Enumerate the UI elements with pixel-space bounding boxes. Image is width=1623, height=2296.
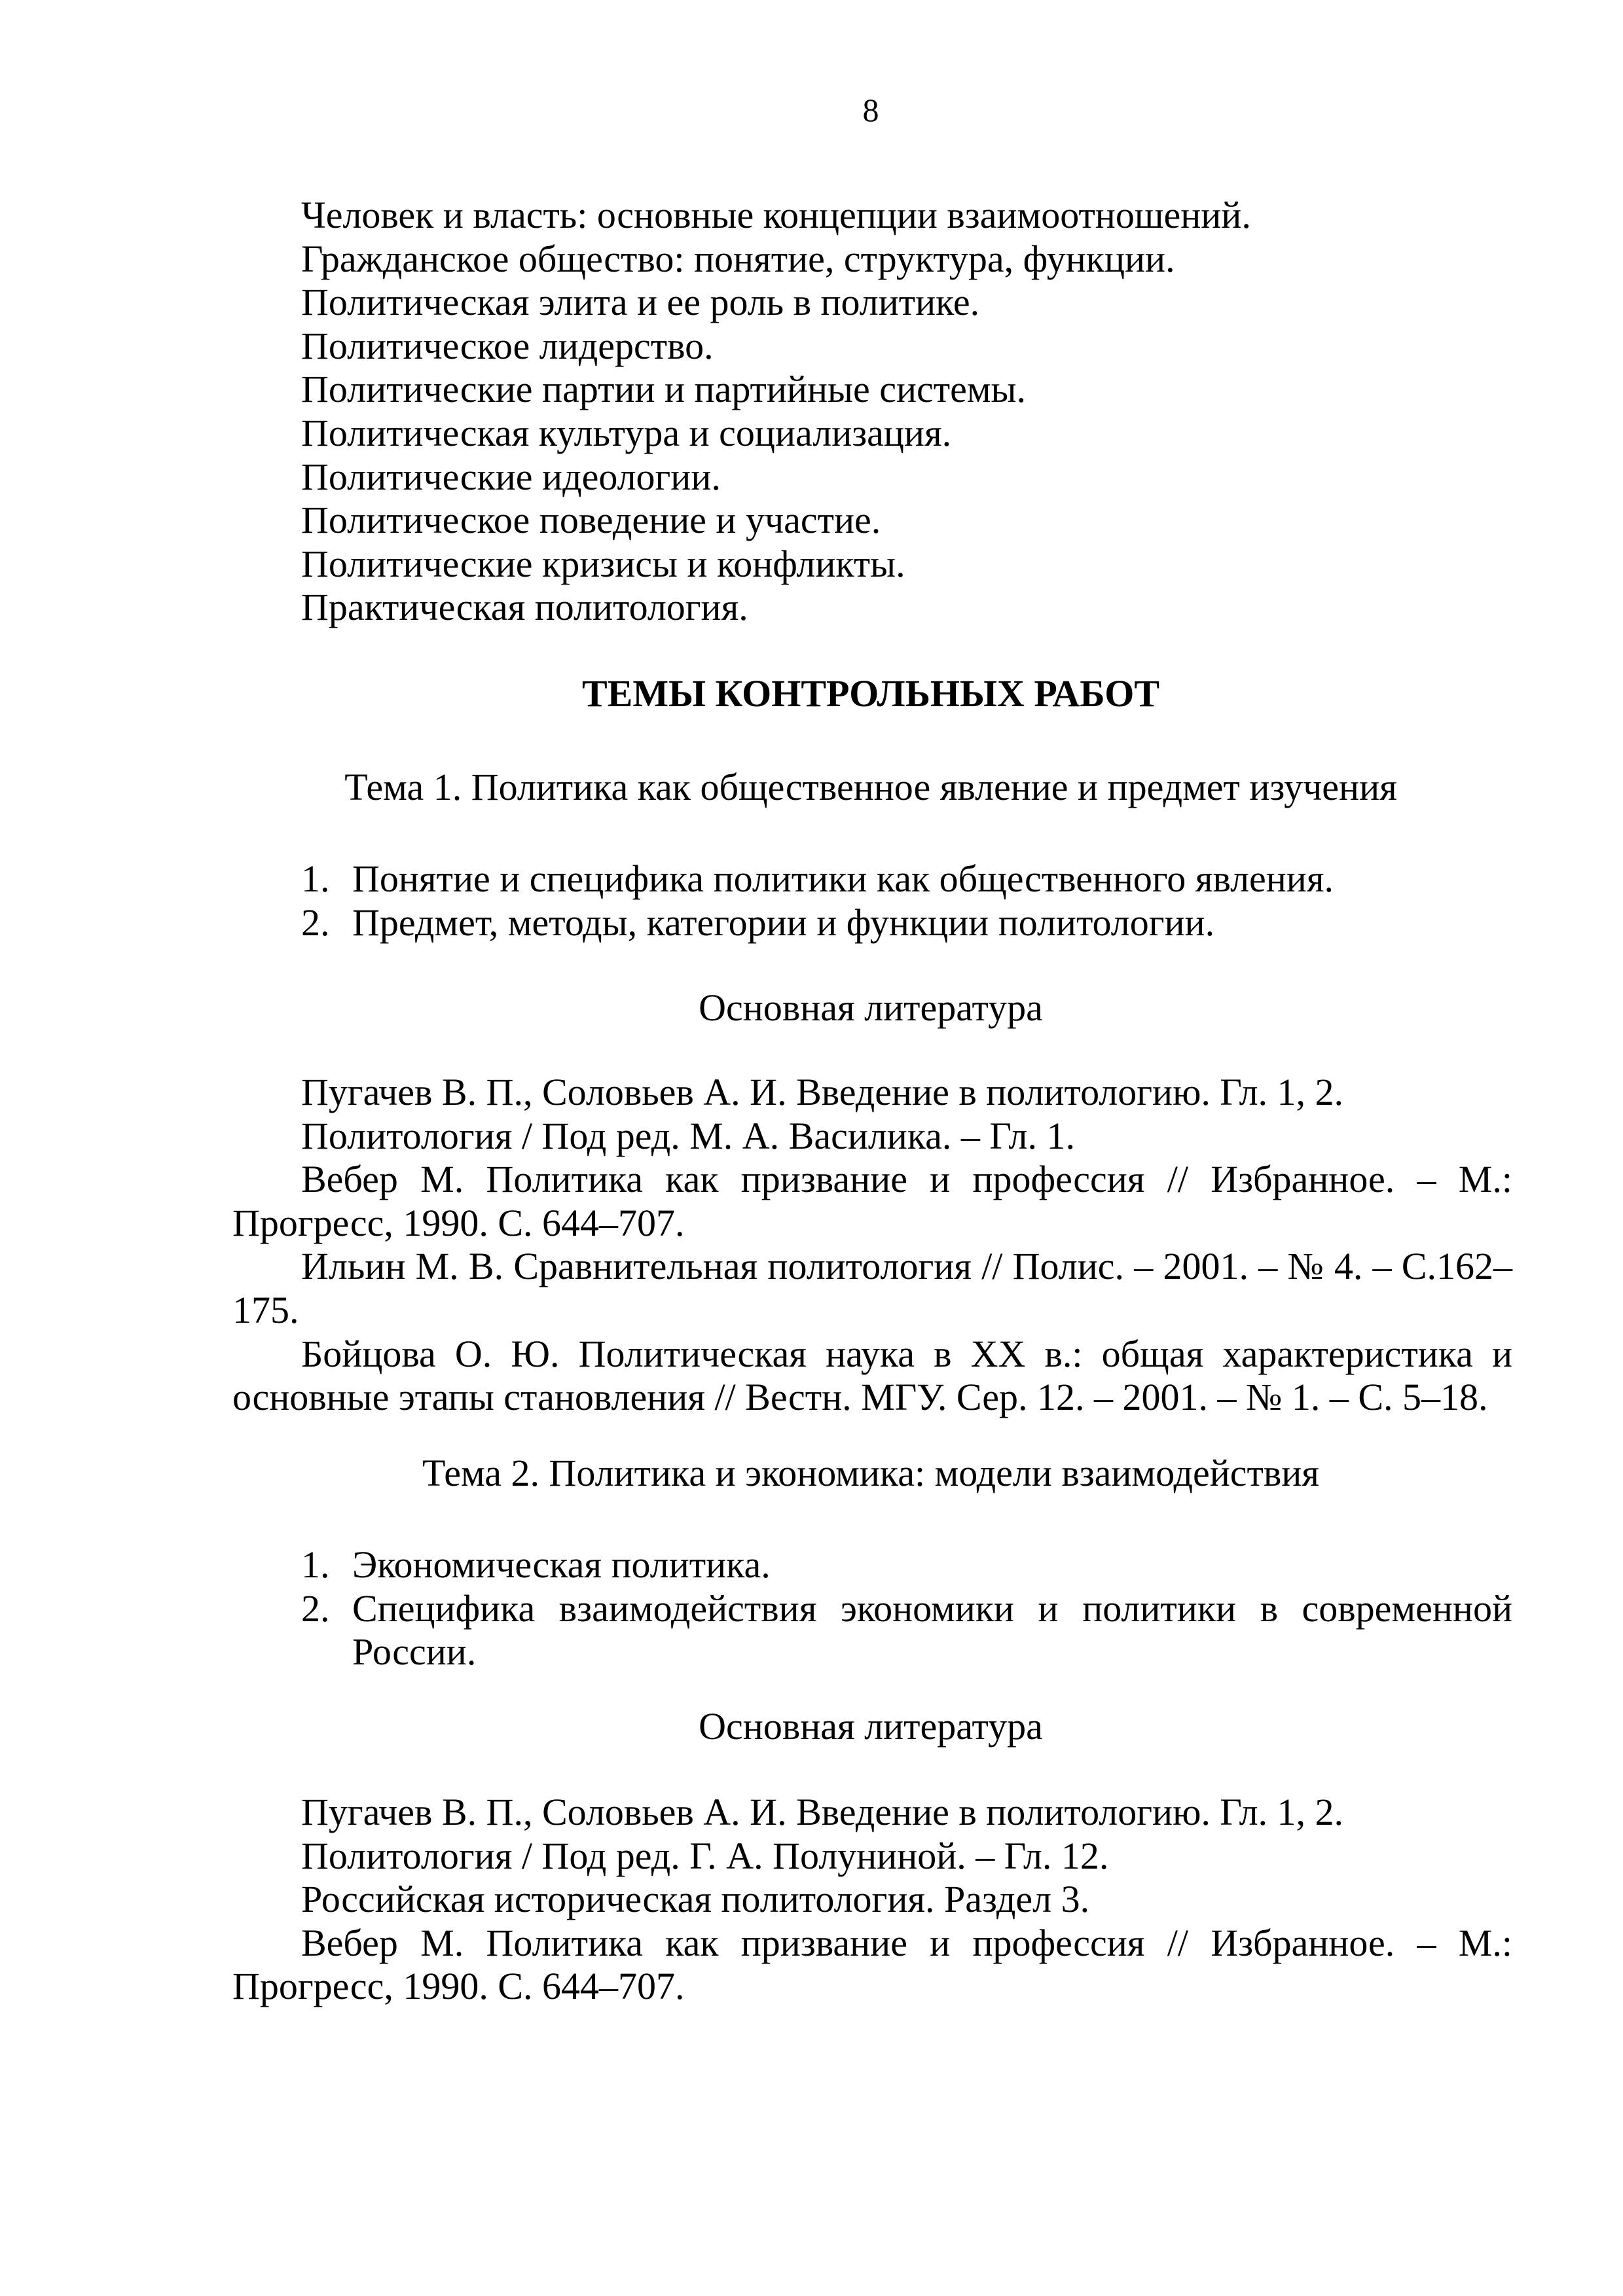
literature-entry: Российская историческая политология. Раздел 3. <box>301 1878 1090 1921</box>
question-text: Специфика взаимодействия экономики и политики в современной России. <box>352 1587 1512 1674</box>
theme-2-title: Тема 2. Политика и экономика: модели взаимодействия <box>422 1452 1319 1494</box>
question-text: Понятие и специфика политики как общественного явления. <box>352 857 1334 900</box>
question-number: 1. <box>301 857 330 900</box>
topic-line: Гражданское общество: понятие, структура, функции. <box>301 237 1175 280</box>
question-item <box>301 857 1512 901</box>
theme-2-literature <box>232 1791 1512 2009</box>
literature-entry: Политология / Под ред. М. А. Василика. – Гл. 1. <box>301 1114 1076 1157</box>
literature-entry: Политология / Под ред. Г. А. Полуниной. – Гл. 12. <box>301 1834 1109 1877</box>
question-number: 2. <box>301 901 330 944</box>
question-item <box>301 1543 1512 1587</box>
question-item <box>301 1587 1512 1674</box>
theme-1-literature-heading: Основная литература <box>699 986 1043 1029</box>
theme-1-literature <box>232 1071 1512 1420</box>
topic-line: Политические кризисы и конфликты. <box>301 542 905 585</box>
literature-entry: Вебер М. Политика как призвание и профессия // Избранное. – М.: Прогресс, 1990. С. 644–707. <box>232 1158 1512 1244</box>
section-heading: ТЕМЫ КОНТРОЛЬНЫХ РАБОТ <box>581 672 1160 715</box>
question-text: Предмет, методы, категории и функции политологии. <box>352 901 1215 944</box>
theme-2-literature-heading: Основная литература <box>699 1705 1043 1748</box>
theme-2-questions <box>301 1543 1512 1674</box>
literature-entry: Пугачев В. П., Соловьев А. И. Введение в политологию. Гл. 1, 2. <box>301 1791 1344 1833</box>
literature-entry: Вебер М. Политика как призвание и профессия // Избранное. – М.: Прогресс, 1990. С. 644–707. <box>232 1921 1512 2008</box>
topic-line: Политическая элита и ее роль в политике. <box>301 281 980 324</box>
topic-line: Политическое поведение и участие. <box>301 499 881 542</box>
theme-1-questions <box>301 857 1512 944</box>
topic-line: Политическая культура и социализация. <box>301 411 952 454</box>
literature-entry: Бойцова О. Ю. Политическая наука в XX в.: общая характеристика и основные этапы становления // Вестн. МГУ. Сер. 12. – 2001. – № 1. – С. 5–18. <box>232 1332 1512 1419</box>
theme-1-title: Тема 1. Политика как общественное явление и предмет изучения <box>344 766 1397 808</box>
page-number: 8 <box>862 92 879 128</box>
topic-line: Политическое лидерство. <box>301 324 714 367</box>
topic-list <box>301 194 1545 630</box>
topic-line: Практическая политология. <box>301 586 748 629</box>
literature-entry: Ильин М. В. Сравнительная политология // Полис. – 2001. – № 4. – С.162–175. <box>232 1245 1512 1331</box>
question-number: 1. <box>301 1543 330 1586</box>
topic-line: Политические партии и партийные системы. <box>301 368 1027 411</box>
question-number: 2. <box>301 1587 330 1630</box>
literature-entry: Пугачев В. П., Соловьев А. И. Введение в политологию. Гл. 1, 2. <box>301 1071 1344 1113</box>
question-item <box>301 901 1512 945</box>
topic-line: Человек и власть: основные концепции взаимоотношений. <box>301 194 1251 236</box>
topic-line: Политические идеологии. <box>301 455 721 498</box>
question-text: Экономическая политика. <box>352 1543 771 1586</box>
